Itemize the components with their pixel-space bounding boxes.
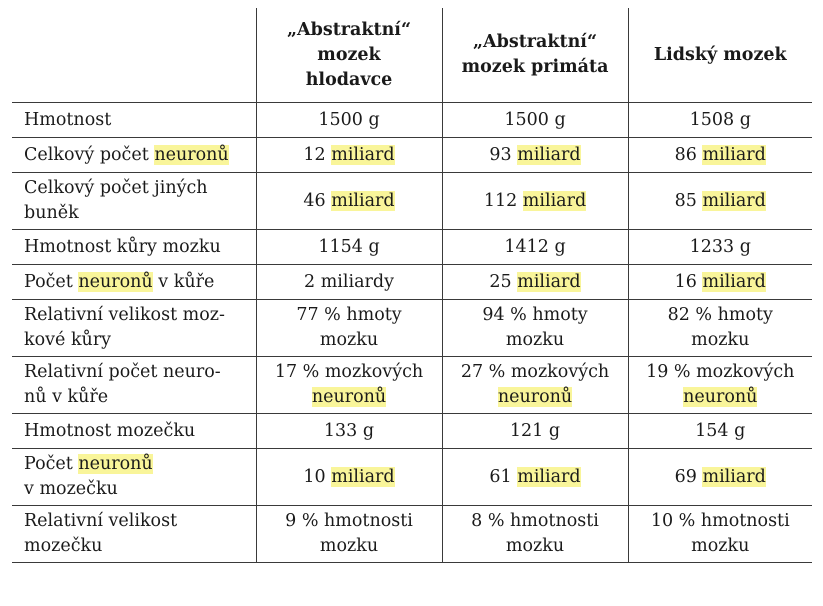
cell-primate xyxy=(442,138,628,173)
cell-primate xyxy=(442,449,628,506)
row-rel-cerebellum-size xyxy=(12,506,812,563)
cerebellum-neurons-human-unit: miliard xyxy=(702,466,766,487)
row-label xyxy=(12,230,256,265)
cerebellum-mass-label: Hmotnost mozečku xyxy=(24,420,196,441)
rel-cerebellum-size-human-line1: 10 % hmotnosti xyxy=(650,511,790,531)
rel-cortex-neurons-primate-line2: neuronů xyxy=(497,387,573,407)
other-cells-rodent-unit: miliard xyxy=(331,190,395,211)
cerebellum-neurons-rodent-number: 10 xyxy=(303,466,332,487)
rel-cortex-size-label-line2: kové kůry xyxy=(24,330,112,350)
other-cells-label-line2: buněk xyxy=(24,203,79,223)
rel-cortex-neurons-primate-line1: 27 % mozkových xyxy=(460,362,610,382)
neurons-human-number: 86 xyxy=(674,144,703,165)
row-label xyxy=(12,103,256,138)
cell-human xyxy=(628,506,812,563)
cortex-neurons-primate-unit: miliard xyxy=(517,271,581,292)
cell-human xyxy=(628,449,812,506)
header-rodent-line2: mozek xyxy=(317,44,381,65)
rel-cortex-size-human-line1: 82 % hmoty xyxy=(667,305,773,325)
other-cells-rodent-number: 46 xyxy=(303,190,332,211)
cortex-mass-label: Hmotnost kůry mozku xyxy=(24,236,221,257)
rel-cerebellum-size-human-line2: mozku xyxy=(691,536,750,556)
row-rel-cortex-neurons xyxy=(12,357,812,414)
cell-primate xyxy=(442,265,628,300)
other-cells-human-number: 85 xyxy=(674,190,703,211)
neurons-primate-number: 93 xyxy=(489,144,518,165)
rel-cortex-neurons-rodent-line2: neuronů xyxy=(311,387,387,407)
rel-cortex-size-primate-line2: mozku xyxy=(505,330,565,350)
cerebellum-neurons-label-line2: v mozečku xyxy=(24,479,118,499)
cell-primate xyxy=(442,414,628,449)
cell-human xyxy=(628,230,812,265)
rel-cortex-size-label-line1: Relativní velikost moz- xyxy=(24,305,225,325)
cortex-neurons-rodent: 2 miliardy xyxy=(304,271,394,292)
row-label xyxy=(12,357,256,414)
rel-cortex-neurons-rodent-line1: 17 % mozkových xyxy=(274,362,424,382)
cortex-neurons-label-b: v kůře xyxy=(152,271,215,292)
cell-rodent xyxy=(256,357,442,414)
row-label xyxy=(12,449,256,506)
cell-human xyxy=(628,357,812,414)
cortex-neurons-label-a: Počet xyxy=(24,271,79,292)
cell-rodent xyxy=(256,230,442,265)
header-human xyxy=(628,8,812,103)
cerebellum-mass-primate: 121 g xyxy=(509,420,561,441)
mass-rodent: 1500 g xyxy=(318,109,380,130)
cell-primate xyxy=(442,506,628,563)
neurons-primate-unit: miliard xyxy=(517,144,581,165)
header-primate-line2: mozek primáta xyxy=(461,57,609,77)
header-rodent-line3: hlodavce xyxy=(305,69,393,90)
row-other-cells xyxy=(12,173,812,230)
cell-primate xyxy=(442,103,628,138)
rel-cerebellum-size-label-line2: mozečku xyxy=(24,536,103,556)
neurons-human-unit: miliard xyxy=(702,144,766,165)
cell-human xyxy=(628,138,812,173)
neurons-rodent-unit: miliard xyxy=(331,144,395,165)
neurons-rodent-number: 12 xyxy=(303,144,332,165)
header-rodent xyxy=(256,8,442,103)
cerebellum-mass-human: 154 g xyxy=(695,420,746,441)
rel-cortex-size-primate-line1: 94 % hmoty xyxy=(482,305,588,325)
cell-rodent xyxy=(256,103,442,138)
cerebellum-neurons-primate-unit: miliard xyxy=(517,466,581,487)
cell-rodent xyxy=(256,138,442,173)
rel-cortex-neurons-label-line2: nů v kůře xyxy=(24,387,109,407)
cortex-neurons-label-highlight: neuronů xyxy=(78,271,153,292)
cerebellum-neurons-label-a: Počet xyxy=(24,454,79,474)
rel-cerebellum-size-primate-line1: 8 % hmotnosti xyxy=(471,511,599,531)
row-neurons xyxy=(12,138,812,173)
other-cells-label-line1: Celkový počet jiných xyxy=(24,178,208,198)
cell-human xyxy=(628,103,812,138)
other-cells-primate-unit: miliard xyxy=(522,190,587,211)
row-label xyxy=(12,414,256,449)
cell-rodent xyxy=(256,265,442,300)
neurons-label-highlight: neuronů xyxy=(154,144,229,165)
row-label xyxy=(12,265,256,300)
header-empty-cell xyxy=(12,8,256,103)
cell-primate xyxy=(442,173,628,230)
header-rodent-line1: „Abstraktní“ xyxy=(286,19,412,40)
cortex-mass-rodent: 1154 g xyxy=(318,236,380,257)
other-cells-human-unit: miliard xyxy=(702,190,766,211)
cerebellum-neurons-label-highlight: neuronů xyxy=(78,454,153,474)
cerebellum-neurons-human-number: 69 xyxy=(674,466,703,487)
rel-cortex-neurons-human-line1: 19 % mozkových xyxy=(646,362,795,382)
cortex-neurons-human-number: 16 xyxy=(674,271,703,292)
row-label xyxy=(12,138,256,173)
cell-human xyxy=(628,414,812,449)
cerebellum-mass-rodent: 133 g xyxy=(323,420,375,441)
row-cortex-mass xyxy=(12,230,812,265)
cell-primate xyxy=(442,357,628,414)
row-cerebellum-mass xyxy=(12,414,812,449)
cell-primate xyxy=(442,300,628,357)
header-primate-line1: „Abstraktní“ xyxy=(472,32,598,52)
cortex-mass-human: 1233 g xyxy=(689,236,751,257)
row-mass xyxy=(12,103,812,138)
row-cortex-neurons xyxy=(12,265,812,300)
mass-label: Hmotnost xyxy=(24,109,112,130)
header-row xyxy=(12,8,812,103)
mass-human: 1508 g xyxy=(689,109,751,130)
row-cerebellum-neurons xyxy=(12,449,812,506)
cell-human xyxy=(628,300,812,357)
rel-cerebellum-size-rodent-line2: mozku xyxy=(319,536,379,556)
other-cells-primate-number: 112 xyxy=(483,190,523,211)
cerebellum-neurons-primate-number: 61 xyxy=(489,466,518,487)
cortex-mass-primate: 1412 g xyxy=(504,236,566,257)
rel-cortex-size-human-line2: mozku xyxy=(691,330,750,350)
neurons-label-a: Celkový počet xyxy=(24,144,155,165)
brain-comparison-table xyxy=(12,8,812,563)
rel-cerebellum-size-label-line1: Relativní velikost xyxy=(24,511,178,531)
rel-cerebellum-size-primate-line2: mozku xyxy=(505,536,565,556)
cell-rodent xyxy=(256,173,442,230)
cell-rodent xyxy=(256,414,442,449)
cell-human xyxy=(628,173,812,230)
row-label xyxy=(12,506,256,563)
cell-rodent xyxy=(256,300,442,357)
cell-rodent xyxy=(256,506,442,563)
header-human-label: Lidský mozek xyxy=(653,44,787,65)
rel-cortex-neurons-human-line2: neuronů xyxy=(683,387,758,407)
cell-human xyxy=(628,265,812,300)
cortex-neurons-primate-number: 25 xyxy=(489,271,518,292)
cell-rodent xyxy=(256,449,442,506)
cerebellum-neurons-rodent-unit: miliard xyxy=(331,466,395,487)
row-rel-cortex-size xyxy=(12,300,812,357)
mass-primate: 1500 g xyxy=(504,109,566,130)
cell-primate xyxy=(442,230,628,265)
rel-cerebellum-size-rodent-line1: 9 % hmotnosti xyxy=(285,511,413,531)
cortex-neurons-human-unit: miliard xyxy=(702,271,766,292)
row-label xyxy=(12,173,256,230)
rel-cortex-neurons-label-line1: Relativní počet neuro- xyxy=(24,362,221,382)
row-label xyxy=(12,300,256,357)
header-primate xyxy=(442,8,628,103)
rel-cortex-size-rodent-line1: 77 % hmoty xyxy=(296,305,402,325)
rel-cortex-size-rodent-line2: mozku xyxy=(319,330,379,350)
